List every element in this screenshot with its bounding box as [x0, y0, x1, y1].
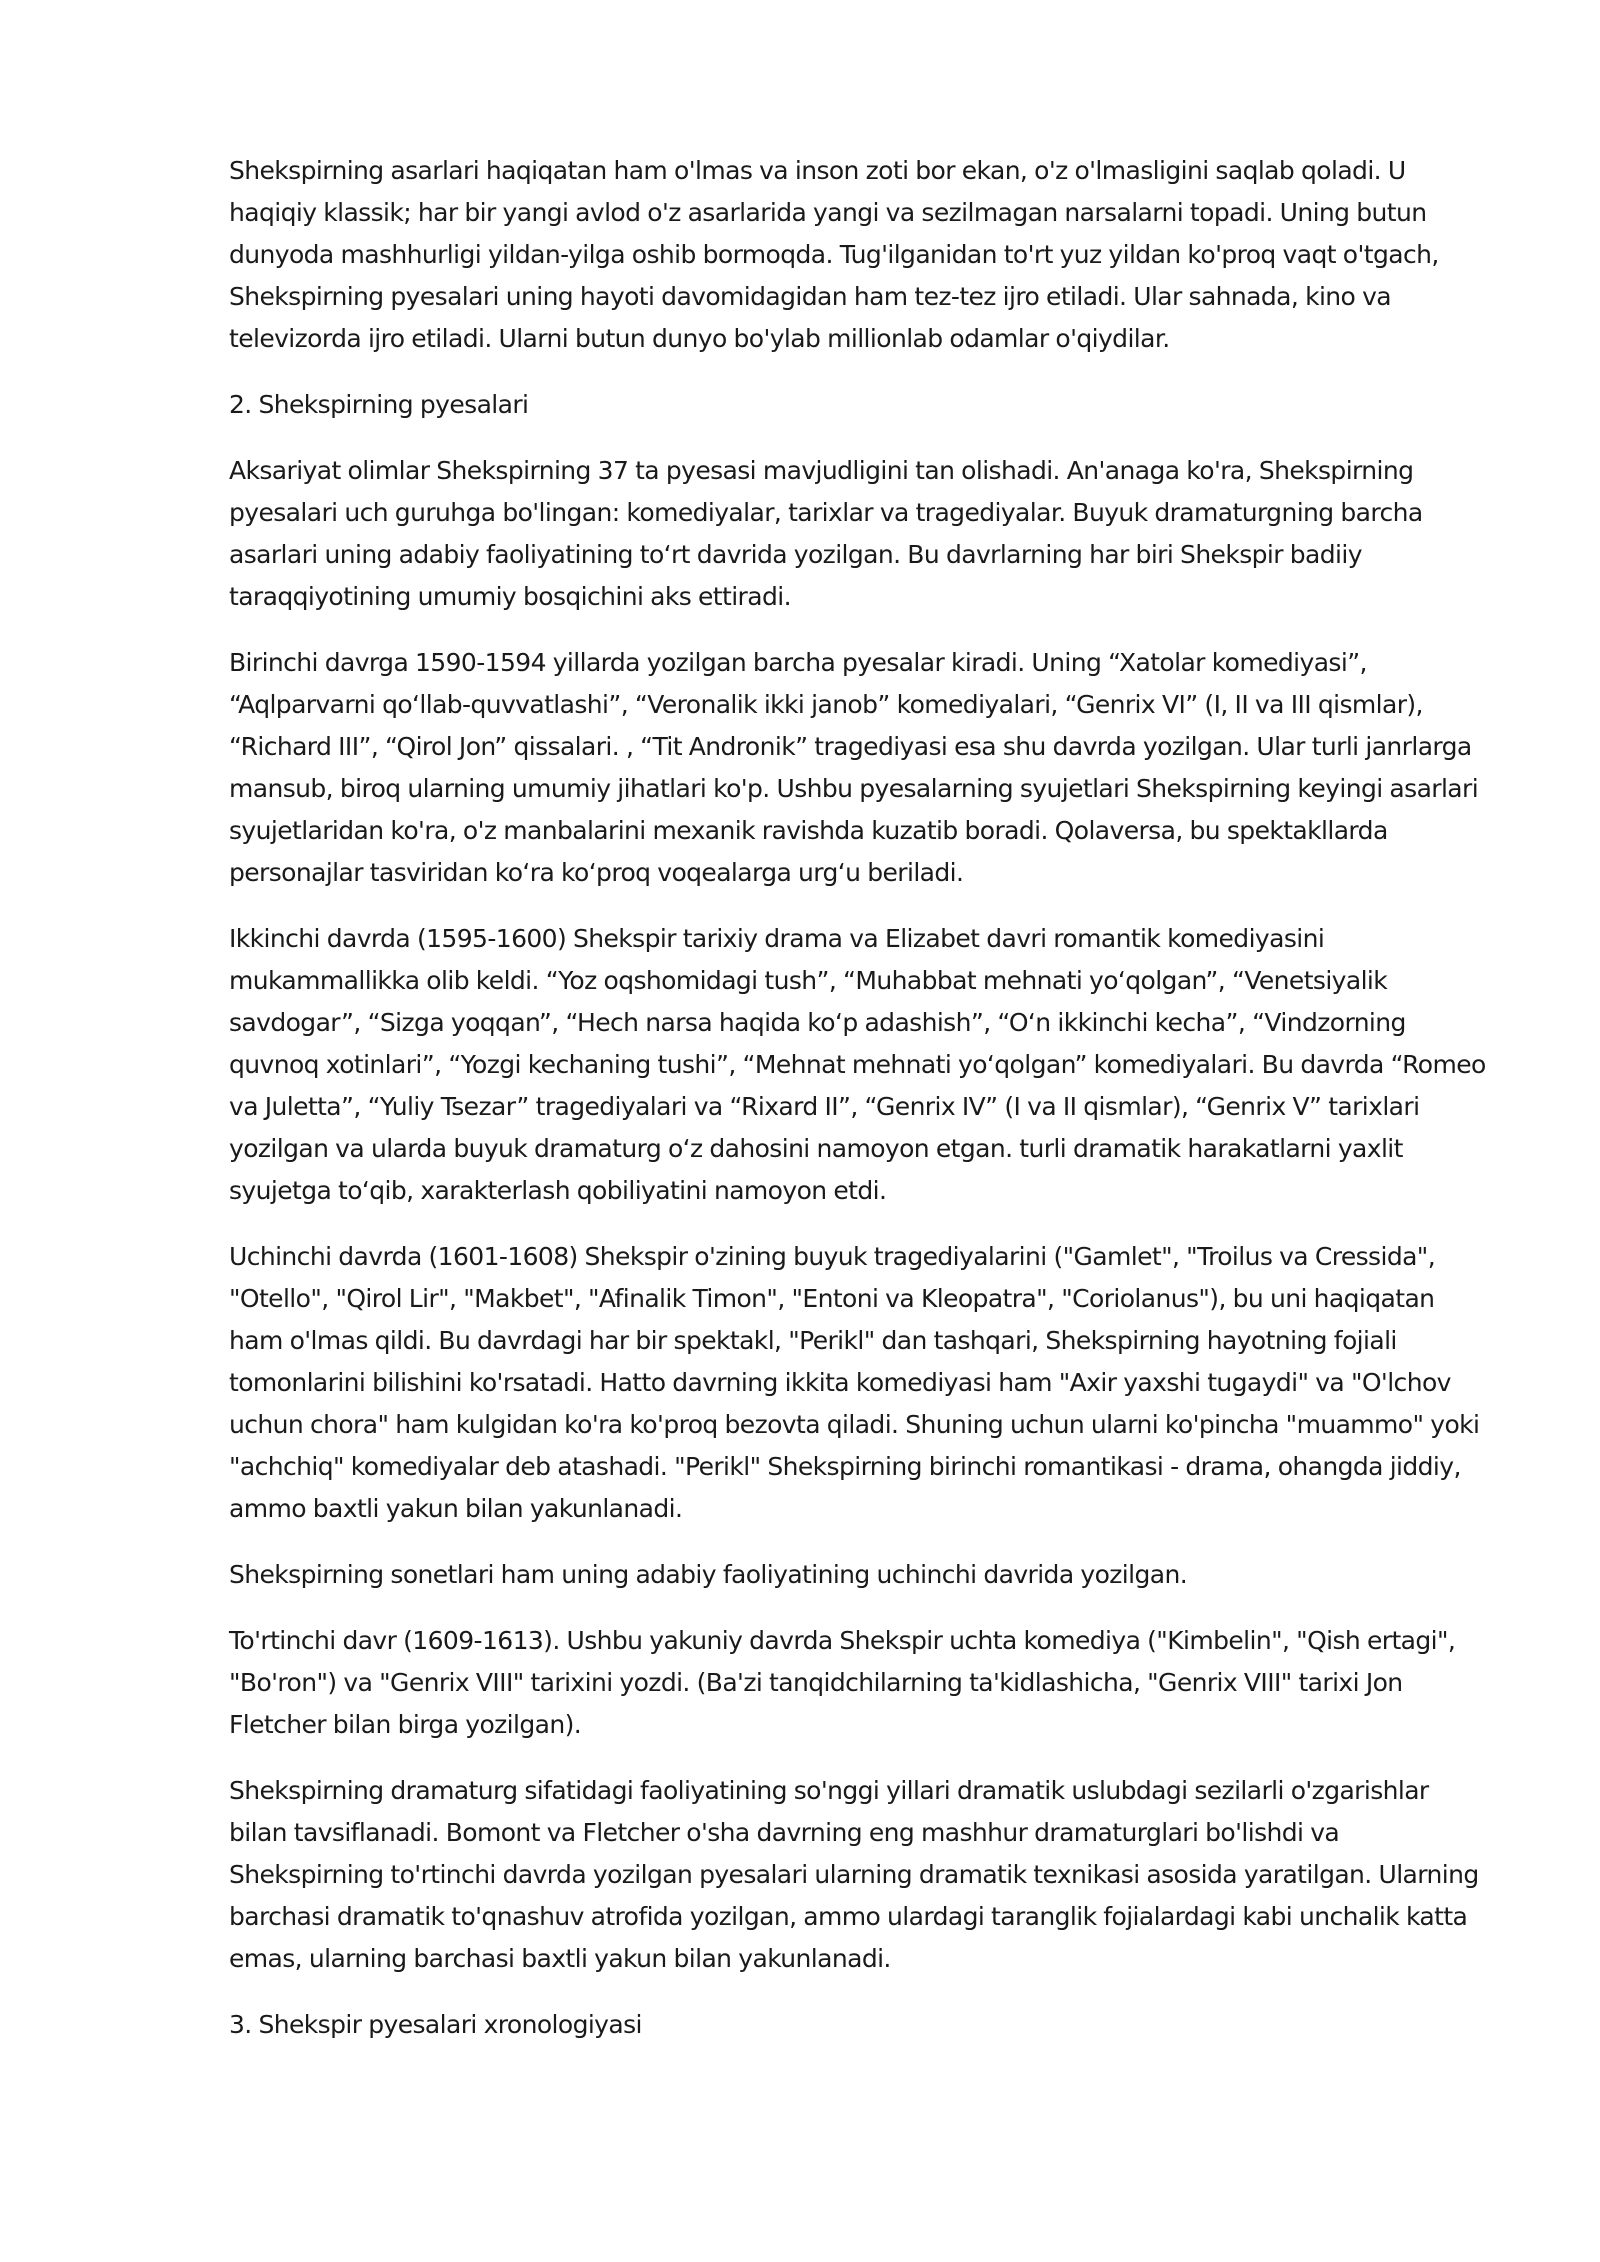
paragraph-fourth-period: To'rtinchi davr (1609-1613). Ushbu yakuniy davrda Shekspir uchta komediya ("Kimbelin", "Qish ertagi", "Bo'ron") va "Genrix VIII" tarixini yozdi. (Ba'zi tanqidchilarning ta'kidlashicha, "Genrix VIII" tarixi Jon Fletcher bilan birga yozilgan).	[229, 1626, 1456, 1739]
document-body	[229, 150, 1491, 2070]
paragraph-third-period: Uchinchi davrda (1601-1608) Shekspir o'zining buyuk tragediyalarini ("Gamlet", "Troilus va Cressida", "Otello", "Qirol Lir", "Makbet", "Afinalik Timon", "Entoni va Kleopatra", "Coriolanus"), bu uni haqiqatan ham o'lmas qildi. Bu davrdagi har bir spektakl, "Perikl" dan tashqari, Shekspirning hayotning fojiali tomonlarini bilishini ko'rsatadi. Hatto davrning ikkita komediyasi ham "Axir yaxshi tugaydi" va "O'lchov uchun chora" ham kulgidan ko'ra ko'proq bezovta qiladi. Shuning uchun ularni ko'pincha "muammo" yoki "achchiq" komediyalar deb atashadi. "Perikl" Shekspirning birinchi romantikasi - drama, ohangda jiddiy, ammo baxtli yakun bilan yakunlanadi.	[229, 1242, 1480, 1523]
paragraph-second-period: Ikkinchi davrda (1595-1600) Shekspir tarixiy drama va Elizabet davri romantik komediyasini mukammallikka olib keldi. “Yoz oqshomidagi tush”, “Muhabbat mehnati yo‘qolgan”, “Venetsiyalik savdogar”, “Sizga yoqqan”, “Hech narsa haqida ko‘p adashish”, “O‘n ikkinchi kecha”, “Vindzorning quvnoq xotinlari”, “Yozgi kechaning tushi”, “Mehnat mehnati yo‘qolgan” komediyalari. Bu davrda “Romeo va Juletta”, “Yuliy Tsezar” tragediyalari va “Rixard II”, “Genrix IV” (I va II qismlar), “Genrix V” tarixlari yozilgan va ularda buyuk dramaturg o‘z dahosini namoyon etgan. turli dramatik harakatlarni yaxlit syujetga to‘qib, xarakterlash qobiliyatini namoyon etdi.	[229, 924, 1486, 1205]
section-heading-chronology: 3. Shekspir pyesalari xronologiyasi	[229, 2010, 642, 2039]
paragraph-final-years: Shekspirning dramaturg sifatidagi faoliyatining so'nggi yillari dramatik uslubdagi sezilarli o'zgarishlar bilan tavsiflanadi. Bomont va Fletcher o'sha davrning eng mashhur dramaturglari bo'lishdi va Shekspirning to'rtinchi davrda yozilgan pyesalari ularning dramatik texnikasi asosida yaratilgan. Ularning barchasi dramatik to'qnashuv atrofida yozilgan, ammo ulardagi taranglik fojialardagi kabi unchalik katta emas, ularning barchasi baxtli yakun bilan yakunlanadi.	[229, 1776, 1479, 1973]
paragraph-sonnets: Shekspirning sonetlari ham uning adabiy faoliyatining uchinchi davrida yozilgan.	[229, 1560, 1188, 1589]
paragraph-intro: Shekspirning asarlari haqiqatan ham o'lmas va inson zoti bor ekan, o'z o'lmasligini saqlab qoladi. U haqiqiy klassik; har bir yangi avlod o'z asarlarida yangi va sezilmagan narsalarni topadi. Uning butun dunyoda mashhurligi yildan-yilga oshib bormoqda. Tug'ilganidan to'rt yuz yildan ko'proq vaqt o'tgach, Shekspirning pyesalari uning hayoti davomidagidan ham tez-tez ijro etiladi. Ular sahnada, kino va televizorda ijro etiladi. Ularni butun dunyo bo'ylab millionlab odamlar o'qiydilar.	[229, 156, 1439, 353]
paragraph-first-period: Birinchi davrga 1590-1594 yillarda yozilgan barcha pyesalar kiradi. Uning “Xatolar komediyasi”, “Aqlparvarni qo‘llab-quvvatlashi”, “Veronalik ikki janob” komediyalari, “Genrix VI” (I, II va III qismlar), “Richard III”, “Qirol Jon” qissalari. , “Tit Andronik” tragediyasi esa shu davrda yozilgan. Ular turli janrlarga mansub, biroq ularning umumiy jihatlari ko'p. Ushbu pyesalarning syujetlari Shekspirning keyingi asarlari syujetlaridan ko'ra, o'z manbalarini mexanik ravishda kuzatib boradi. Qolaversa, bu spektakllarda personajlar tasviridan ko‘ra ko‘proq voqealarga urg‘u beriladi.	[229, 648, 1479, 887]
section-heading-plays: 2. Shekspirning pyesalari	[229, 390, 529, 419]
paragraph-plays-overview: Aksariyat olimlar Shekspirning 37 ta pyesasi mavjudligini tan olishadi. An'anaga ko'ra, Shekspirning pyesalari uch guruhga bo'lingan: komediyalar, tarixlar va tragediyalar. Buyuk dramaturgning barcha asarlari uning adabiy faoliyatining to‘rt davrida yozilgan. Bu davrlarning har biri Shekspir badiiy taraqqiyotining umumiy bosqichini aks ettiradi.	[229, 456, 1423, 611]
